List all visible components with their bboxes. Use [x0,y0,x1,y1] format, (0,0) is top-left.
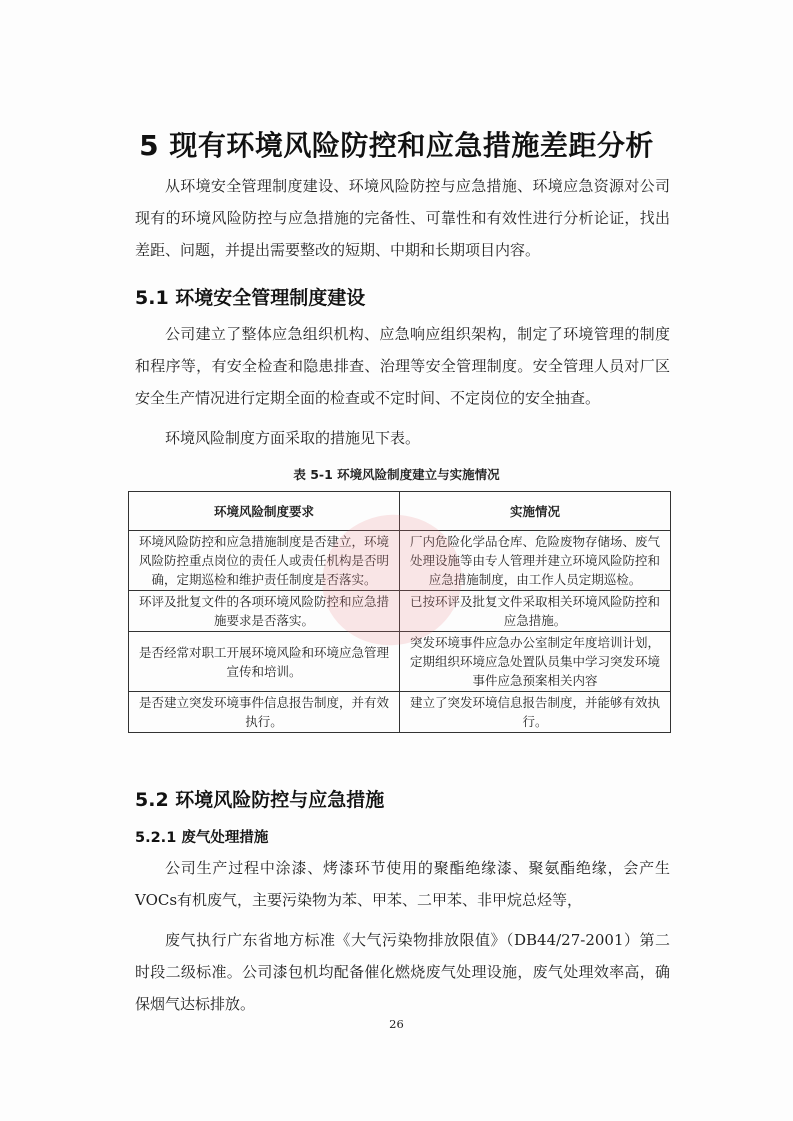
table-caption: 表 5-1 环境风险制度建立与实施情况 [293,467,500,482]
table-cell-implementation: 建立了突发环境信息报告制度，并能够有效执行。 [400,692,671,733]
table-row [129,531,671,591]
table-row [129,591,671,632]
table-header-requirement: 环境风险制度要求 [129,492,400,531]
table-row [129,692,671,733]
table-cell-requirement: 是否经常对职工开展环境风险和环境应急管理宣传和培训。 [129,632,400,692]
section-5-2-1-heading: 5.2.1 废气处理措施 [135,830,269,846]
section-5-2-1-paragraph-2: 废气执行广东省地方标准《大气污染物排放限值》（DB44/27-2001）第二时段二级标准。公司漆包机均配备催化燃烧废气处理设施，废气处理效率高，确保烟气达标排放。 [135,931,670,1013]
section-5-1-heading: 5.1 环境安全管理制度建设 [135,287,366,309]
table-header-row [129,492,671,531]
risk-system-table [128,491,671,733]
table-cell-requirement: 是否建立突发环境事件信息报告制度，并有效执行。 [129,692,400,733]
table-cell-implementation: 已按环评及批复文件采取相关环境风险防控和应急措施。 [400,591,671,632]
table-cell-requirement: 环评及批复文件的各项环境风险防控和应急措施要求是否落实。 [129,591,400,632]
table-row [129,632,671,692]
table-header-implementation: 实施情况 [400,492,671,531]
table-cell-implementation: 厂内危险化学品仓库、危险废物存储场、废气处理设施等由专人管理并建立环境风险防控和应急措施制度，由工作人员定期巡检。 [400,531,671,591]
section-5-2-heading: 5.2 环境风险防控与应急措施 [135,789,385,811]
table-intro-paragraph: 环境风险制度方面采取的措施见下表。 [165,429,421,447]
section-5-1-paragraph: 公司建立了整体应急组织机构、应急响应组织架构，制定了环境管理的制度和程序等，有安全检查和隐患排查、治理等安全管理制度。安全管理人员对厂区安全生产情况进行定期全面的检查或不定时间、不定岗位的安全抽查。 [135,325,670,407]
table-cell-implementation: 突发环境事件应急办公室制定年度培训计划，定期组织环境应急处置队员集中学习突发环境事件应急预案相关内容 [400,632,671,692]
chapter-heading: 5 现有环境风险防控和应急措施差距分析 [139,129,654,162]
table-cell-requirement: 环境风险防控和应急措施制度是否建立，环境风险防控重点岗位的责任人或责任机构是否明确，定期巡检和维护责任制度是否落实。 [129,531,400,591]
section-5-2-1-paragraph-1: 公司生产过程中涂漆、烤漆环节使用的聚酯绝缘漆、聚氨酯绝缘，会产生VOCs有机废气，主要污染物为苯、甲苯、二甲苯、非甲烷总烃等， [135,859,670,909]
intro-paragraph: 从环境安全管理制度建设、环境风险防控与应急措施、环境应急资源对公司现有的环境风险防控与应急措施的完备性、可靠性和有效性进行分析论证，找出差距、问题，并提出需要整改的短期、中期和长期项目内容。 [135,177,670,259]
page-number: 26 [389,1017,404,1031]
